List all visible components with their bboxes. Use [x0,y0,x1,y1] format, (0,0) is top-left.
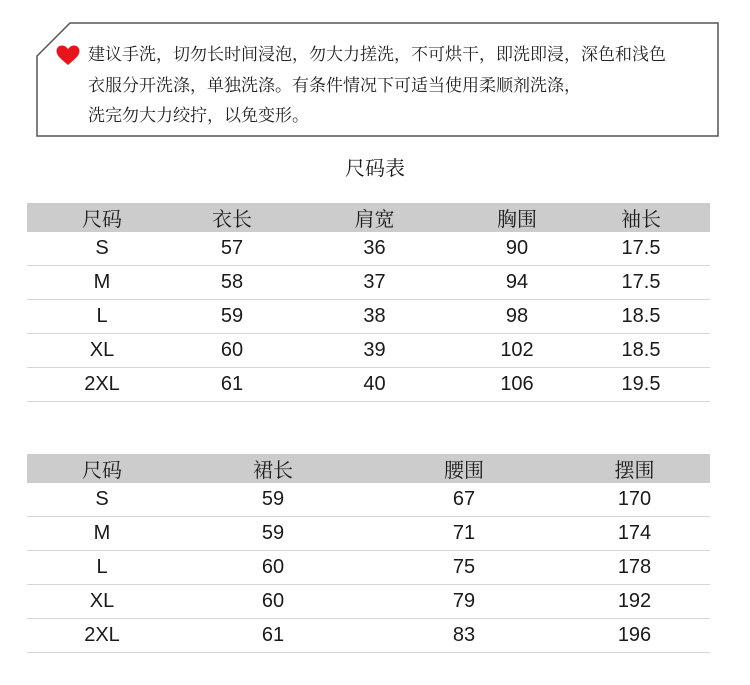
size-chart-title: 尺码表 [345,156,405,180]
column-header: 胸围 [462,203,572,232]
table-cell: 94 [462,266,572,300]
table-cell: 59 [177,483,369,517]
table-row [27,551,710,585]
table-cell: 196 [559,619,710,653]
column-header: 腰围 [369,454,559,483]
table-cell: 61 [177,619,369,653]
table-cell: 17.5 [572,232,710,266]
table-cell: 60 [177,585,369,619]
table-row [27,585,710,619]
table-cell: 59 [177,517,369,551]
table-cell: 83 [369,619,559,653]
table-row [27,517,710,551]
table-cell: S [27,232,177,266]
table-cell: 98 [462,300,572,334]
notice-line: 洗完勿大力绞拧，以免变形。 [88,106,309,126]
bottom-size-table [27,454,710,653]
table-cell: 19.5 [572,368,710,402]
table-cell: 57 [177,232,287,266]
table-cell: 61 [177,368,287,402]
table-cell: 106 [462,368,572,402]
table-cell: 18.5 [572,334,710,368]
column-header: 尺码 [27,454,177,483]
care-notice [36,22,719,137]
heart-icon [56,45,80,66]
table-cell: 40 [287,368,462,402]
table-row [27,368,710,402]
table-cell: S [27,483,177,517]
notice-text [88,40,713,132]
table-cell: 37 [287,266,462,300]
column-header: 衣长 [177,203,287,232]
table-cell: 2XL [27,368,177,402]
column-header: 尺码 [27,203,177,232]
table-cell: XL [27,585,177,619]
table-cell: L [27,300,177,334]
column-header: 摆围 [559,454,710,483]
table-cell: 39 [287,334,462,368]
notice-line: 衣服分开洗涤，单独洗涤。有条件情况下可适当使用柔顺剂洗涤， [88,75,581,96]
table-cell: 178 [559,551,710,585]
table-header-row [27,203,710,232]
table-cell: L [27,551,177,585]
table-row [27,266,710,300]
table-cell: 90 [462,232,572,266]
table-cell: 79 [369,585,559,619]
top-size-table [27,203,710,402]
table-cell: 17.5 [572,266,710,300]
table-cell: 18.5 [572,300,710,334]
table-cell: XL [27,334,177,368]
table-cell: 58 [177,266,287,300]
table-header-row [27,454,710,483]
notice-line: 建议手洗，切勿长时间浸泡，勿大力搓洗，不可烘干，即洗即浸，深色和浅色 [88,45,666,65]
table-cell: M [27,266,177,300]
table-cell: 102 [462,334,572,368]
table-row [27,334,710,368]
table-cell: 192 [559,585,710,619]
table-cell: 36 [287,232,462,266]
column-header: 袖长 [572,203,710,232]
column-header: 裙长 [177,454,369,483]
table-cell: 60 [177,334,287,368]
table-cell: 174 [559,517,710,551]
table-cell: M [27,517,177,551]
table-cell: 38 [287,300,462,334]
table-cell: 71 [369,517,559,551]
table-cell: 170 [559,483,710,517]
table-cell: 75 [369,551,559,585]
table-cell: 67 [369,483,559,517]
column-header: 肩宽 [287,203,462,232]
table-cell: 59 [177,300,287,334]
table-row [27,483,710,517]
table-row [27,619,710,653]
table-cell: 60 [177,551,369,585]
table-cell: 2XL [27,619,177,653]
table-row [27,232,710,266]
table-row [27,300,710,334]
